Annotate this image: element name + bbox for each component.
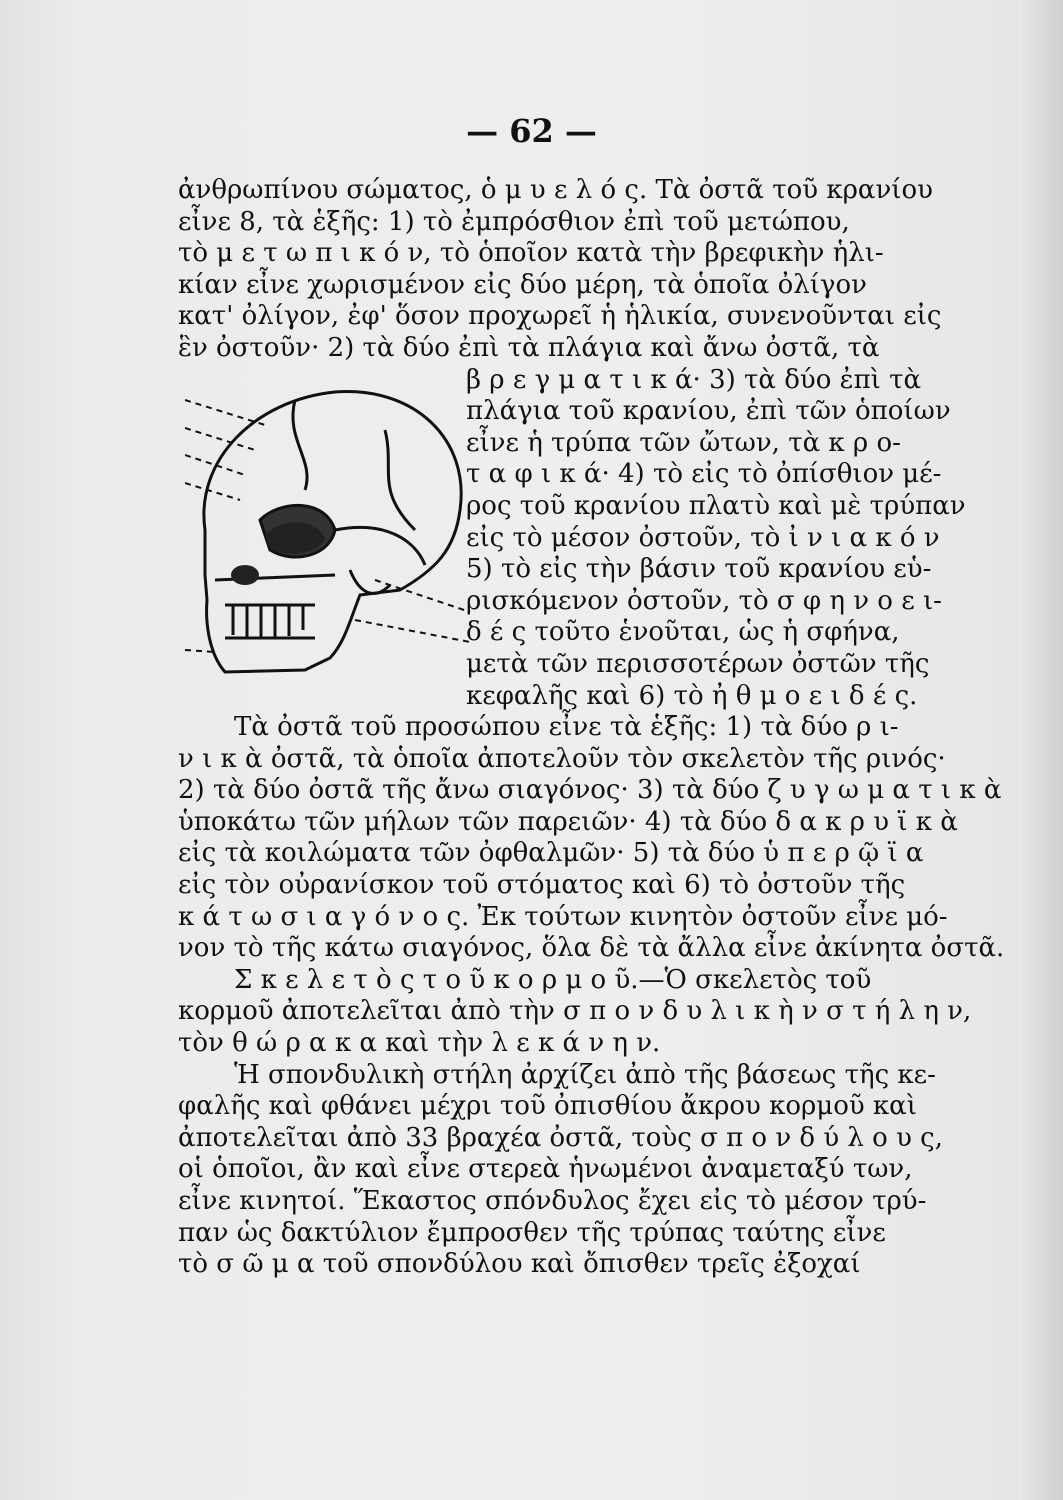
text-line: μετὰ τῶν περισσοτέρων ὀστῶν τῆς [466, 648, 930, 679]
text-line: ἀνθρωπίνου σώματος, ὁ μ υ ε λ ό ς. Τὰ ὀστᾶ τοῦ κρανίου [178, 175, 933, 205]
text-line: τὸν θ ώ ρ α κ α καὶ τὴν λ ε κ ά ν η ν. [178, 1028, 661, 1059]
text-line: εἰς τὰ κοιλώματα τῶν ὀφθαλμῶν· 5) τὰ δύο ὑ π ε ρ ῷ ϊ α [178, 838, 924, 869]
text-line: εἶνε 8, τὰ ἑξῆς: 1) τὸ ἐμπρόσθιον ἐπὶ τοῦ μετώπου, [178, 206, 850, 237]
text-line: οἱ ὁποῖοι, ἂν καὶ εἶνε στερεὰ ἡνωμένοι ἀναμεταξύ των, [178, 1154, 913, 1185]
text-line: εἰς τὸ μέσον ὀστοῦν, τὸ ἰ ν ι α κ ό ν [466, 522, 940, 553]
text-line: εἶνε ἡ τρύπα τῶν ὤτων, τὰ κ ρ ο- [466, 427, 901, 458]
text-line: 5) τὸ εἰς τὴν βάσιν τοῦ κρανίου εὑ- [466, 554, 932, 585]
text-line: κορμοῦ ἀποτελεῖται ἀπὸ τὴν σ π ο ν δ υ λ ι κ ὴ ν σ τ ή λ η ν, [178, 996, 972, 1027]
text-line: πλάγια τοῦ κρανίου, ἐπὶ τῶν ὁποίων [466, 396, 951, 427]
text-line: κατ' ὀλίγον, ἐφ' ὅσον προχωρεῖ ἡ ἡλικία, συνενοῦνται εἰς [178, 301, 942, 332]
text-line: κίαν εἶνε χωρισμένον εἰς δύο μέρη, τὰ ὁποῖα ὀλίγον [178, 269, 867, 300]
text-line: τ α φ ι κ ά· 4) τὸ εἰς τὸ ὀπίσθιον μέ- [466, 459, 942, 490]
text-line: ἀποτελεῖται ἀπὸ 33 βραχέα ὀστᾶ, τοὺς σ π ο ν δ ύ λ ο υ ς, [178, 1122, 943, 1153]
text-line: παν ὡς δακτύλιον ἔμπροσθεν τῆς τρύπας ταύτης εἶνε [178, 1217, 886, 1248]
text-line: εἶνε κινητοί. Ἕκαστος σπόνδυλος ἔχει εἰς τὸ μέσον τρύ- [178, 1186, 927, 1216]
text-line: ἓν ὀστοῦν· 2) τὰ δύο ἐπὶ τὰ πλάγια καὶ ἄνω ὀστᾶ, τὰ [178, 332, 880, 363]
text-line: νον τὸ τῆς κάτω σιαγόνος, ὅλα δὲ τὰ ἄλλα εἶνε ἀκίνητα ὀστᾶ. [178, 933, 1005, 964]
text-line: εἰς τὸν οὐρανίσκον τοῦ στόματος καὶ 6) τὸ ὀστοῦν τῆς [178, 870, 906, 901]
text-line: β ρ ε γ μ α τ ι κ ά· 3) τὰ δύο ἐπὶ τὰ [466, 364, 922, 395]
text-line: τὸ σ ῶ μ α τοῦ σπονδύλου καὶ ὄπισθεν τρεῖς ἐξοχαί [178, 1249, 861, 1280]
text-line: ρος τοῦ κρανίου πλατὺ καὶ μὲ τρύπαν [466, 490, 966, 521]
text-line: 2) τὰ δύο ὀστᾶ τῆς ἄνω σιαγόνος· 3) τὰ δύο ζ υ γ ω μ α τ ι κ ὰ [178, 775, 1002, 806]
text-line: κ ά τ ω σ ι α γ ό ν ο ς. Ἐκ τούτων κινητὸν ὀστοῦν εἶνε μό- [178, 901, 948, 932]
text-line: Ἡ σπονδυλικὴ στήλη ἀρχίζει ἀπὸ τῆς βάσεως τῆς κε- [234, 1059, 936, 1090]
text-line: δ έ ς τοῦτο ἑνοῦται, ὡς ἡ σφήνα, [466, 617, 900, 648]
text-line: ν ι κ ὰ ὀστᾶ, τὰ ὁποῖα ἀποτελοῦν τὸν σκελετὸν τῆς ρινός· [178, 743, 946, 774]
text-line: Τὰ ὀστᾶ τοῦ προσώπου εἶνε τὰ ἑξῆς: 1) τὰ δύο ρ ι- [234, 712, 899, 743]
text-line: ὑποκάτω τῶν μήλων τῶν παρειῶν· 4) τὰ δύο δ α κ ρ υ ϊ κ ὰ [178, 806, 958, 837]
section-heading-line: Σ κ ε λ ε τ ὸ ς τ ο ῦ κ ο ρ μ ο ῦ.—Ὁ σκελετὸς τοῦ [234, 964, 872, 995]
text-line: φαλῆς καὶ φθάνει μέχρι τοῦ ὀπισθίου ἄκρου κορμοῦ καὶ [178, 1091, 917, 1122]
body-text [178, 175, 1005, 1281]
text-line: κεφαλῆς καὶ 6) τὸ ἠ θ μ ο ε ι δ έ ς. [466, 680, 918, 711]
text-line: τὸ μ ε τ ω π ι κ ό ν, τὸ ὁποῖον κατὰ τὴν βρεφικὴν ἡλι- [178, 238, 884, 269]
page-number: — 62 — [466, 112, 597, 150]
text-line: ρισκόμενον ὀστοῦν, τὸ σ φ η ν ο ε ι- [466, 585, 942, 616]
